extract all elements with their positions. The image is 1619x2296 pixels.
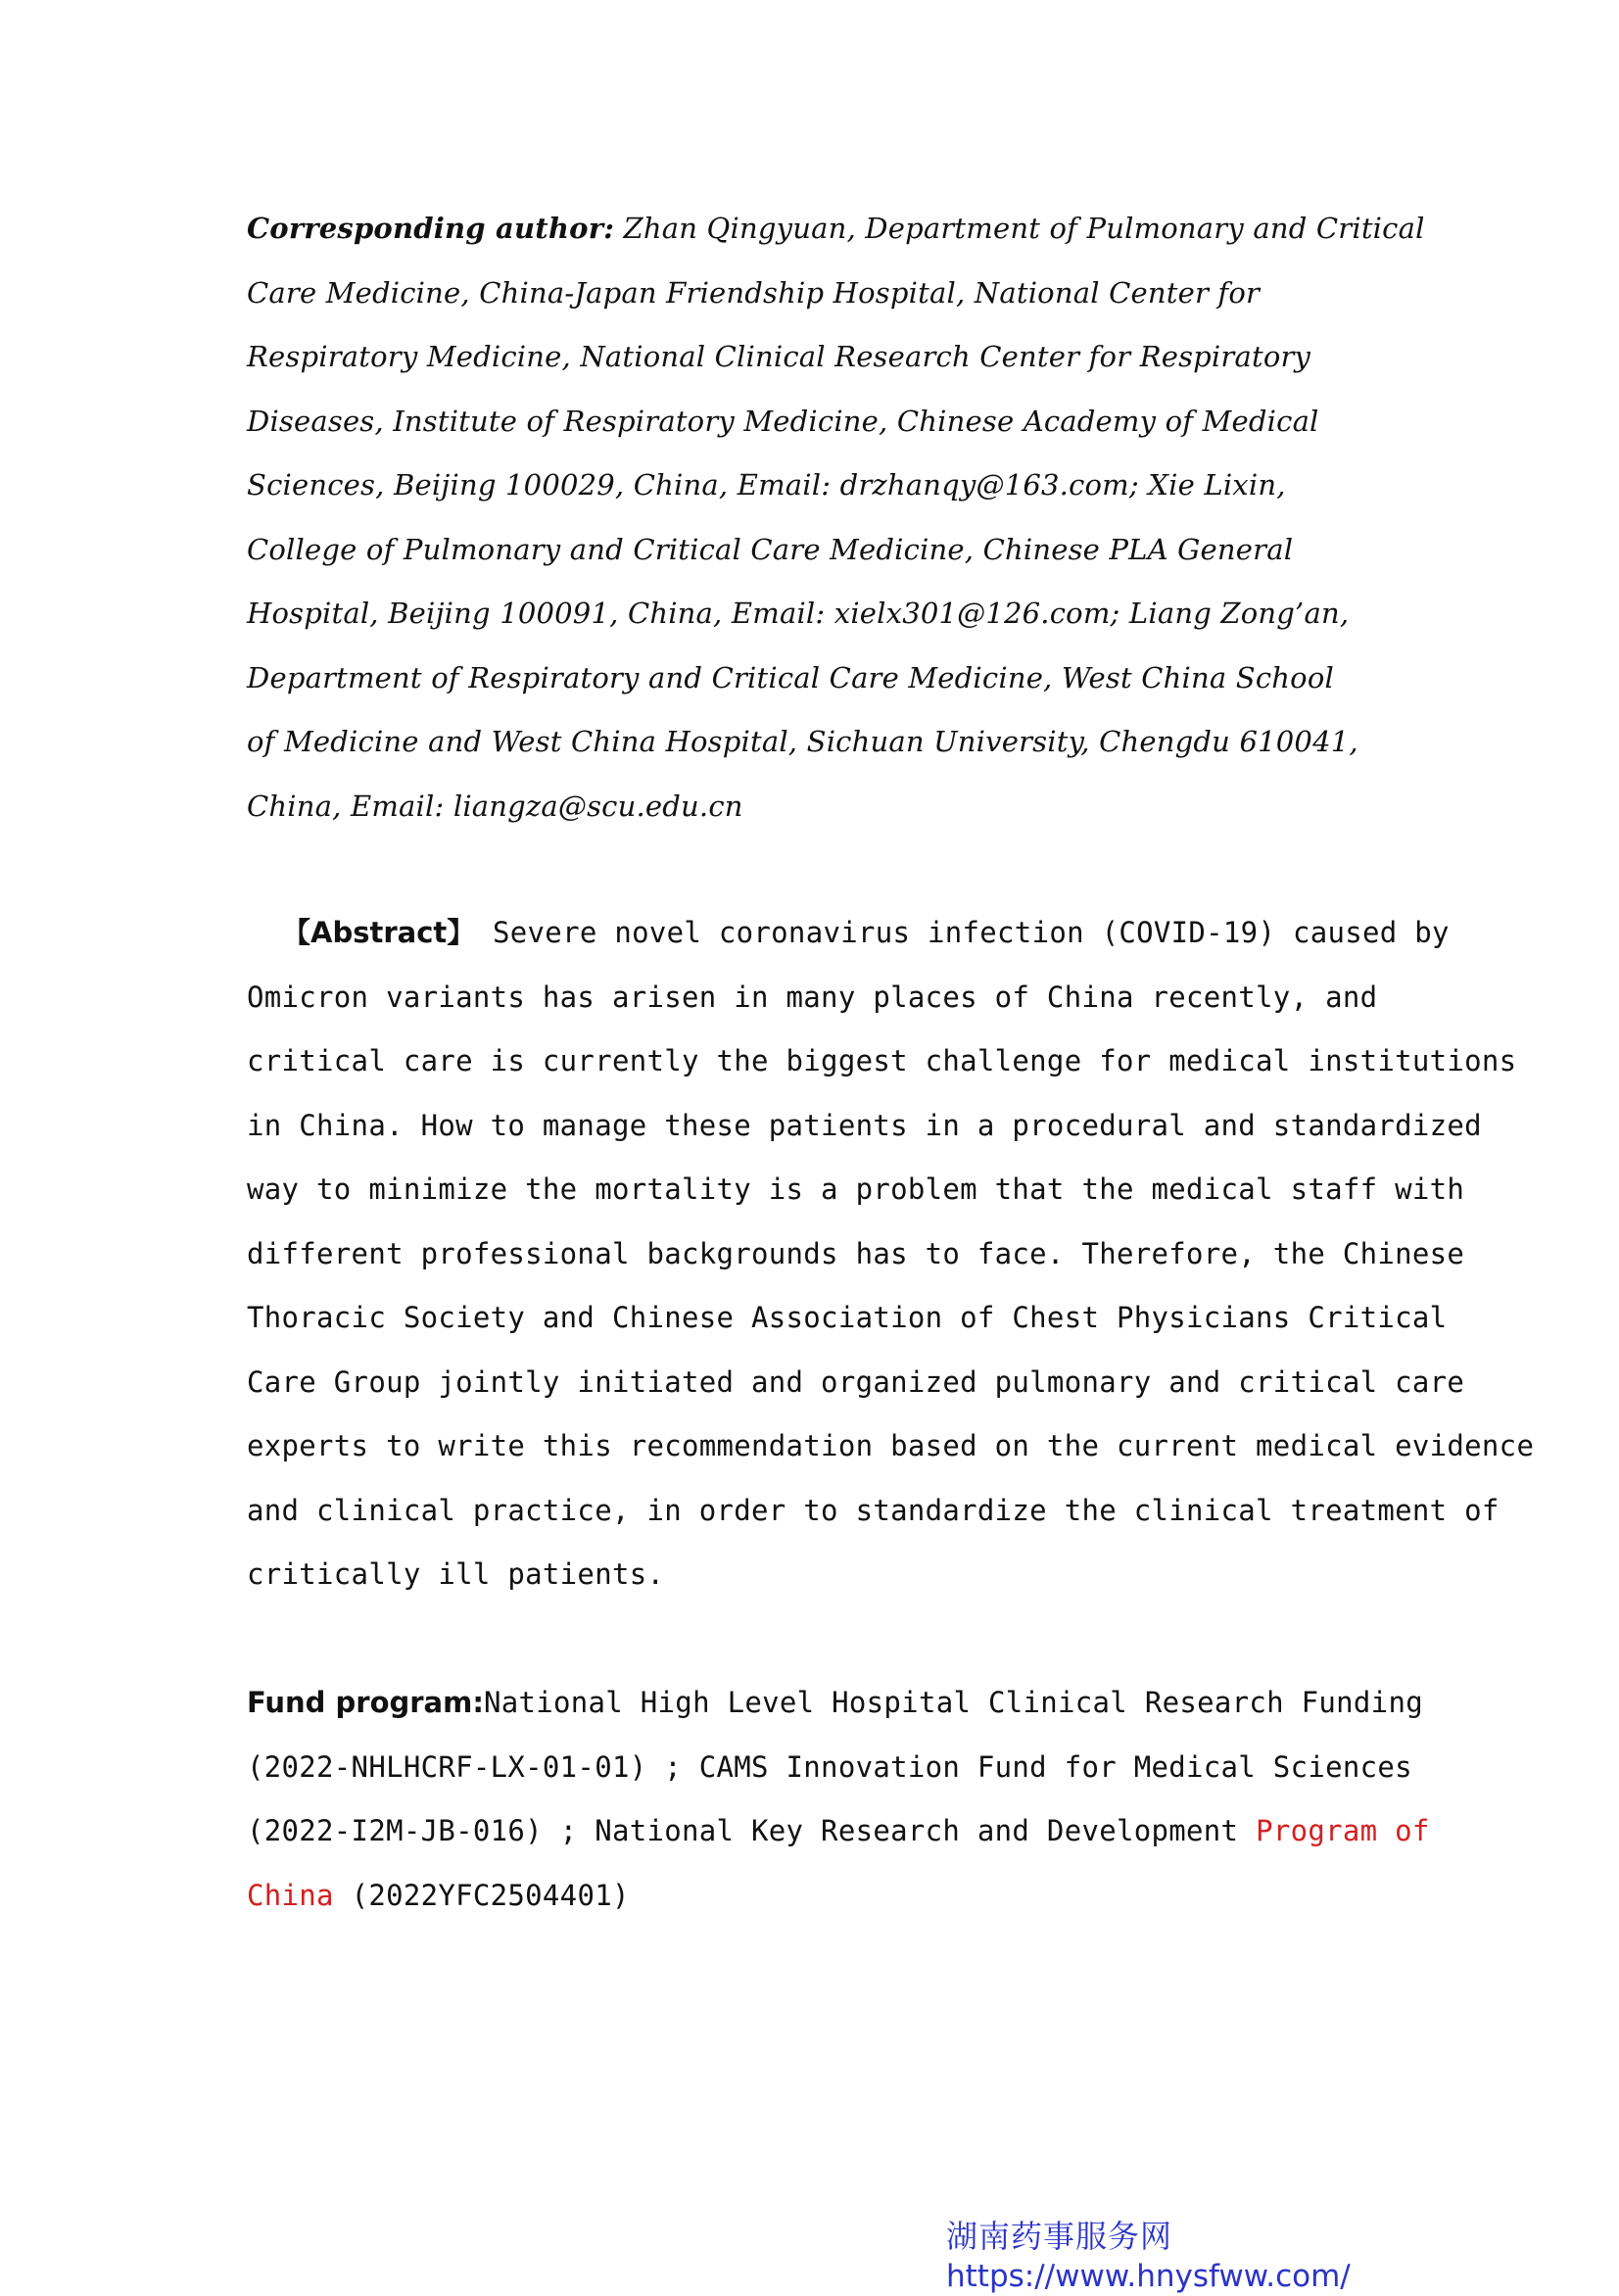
abstract-line: critical care is currently the biggest challenge for medical institutions (247, 1044, 1517, 1077)
watermark-url: https://www.hnysfww.com/ (946, 2259, 1351, 2294)
author-line: Corresponding author: Zhan Qingyuan, Department of Pulmonary and Critical (247, 212, 1425, 245)
abstract-line: experts to write this recommendation based on the current medical evidence (247, 1429, 1535, 1462)
highlighted-text: Program of (1256, 1814, 1430, 1847)
corresponding-author-label: Corresponding author: (247, 212, 615, 245)
abstract-line: critically ill patients. (247, 1557, 665, 1591)
author-line: Respiratory Medicine, National Clinical Research Center for Respiratory (247, 340, 1311, 373)
fund-program-block (247, 1671, 1430, 1928)
author-line: Care Medicine, China-Japan Friendship Hospital, National Center for (247, 275, 1261, 310)
author-line: Diseases, Institute of Respiratory Medicine, Chinese Academy of Medical (247, 404, 1319, 438)
watermark-site-name: 湖南药事服务网 (946, 2218, 1173, 2255)
abstract-line: different professional backgrounds has to face. Therefore, the Chinese (247, 1236, 1465, 1270)
abstract-line: in China. How to manage these patients in a procedural and standardized (247, 1108, 1482, 1142)
fund-program-heading: Fund program: (247, 1686, 484, 1719)
abstract-line: 【Abstract】 Severe novel coronavirus infection (COVID-19) caused by (282, 916, 1450, 949)
site-watermark (946, 2216, 1351, 2296)
author-line: Hospital, Beijing 100091, China, Email: xielx301@126.com; Liang Zong’an, (247, 597, 1350, 630)
abstract-line: Care Group jointly initiated and organized pulmonary and critical care (247, 1364, 1465, 1399)
fund-line: (2022-NHLHCRF-LX-01-01) ; CAMS Innovation Fund for Medical Sciences (247, 1749, 1412, 1784)
abstract-line: Omicron variants has arisen in many places of China recently, and (247, 980, 1378, 1014)
abstract-line: and clinical practice, in order to standardize the clinical treatment of (247, 1493, 1500, 1527)
corresponding-author-block (247, 197, 1425, 838)
abstract-heading: 【Abstract】 (282, 916, 476, 949)
author-line: of Medicine and West China Hospital, Sichuan University, Chengdu 610041, (247, 725, 1358, 758)
fund-line: China (2022YFC2504401) (247, 1878, 630, 1912)
highlighted-text: China (247, 1878, 334, 1912)
author-line: China, Email: liangza@scu.edu.cn (247, 789, 743, 823)
fund-line: Fund program:National High Level Hospital Clinical Research Funding (247, 1686, 1423, 1719)
abstract-line: Thoracic Society and Chinese Association of Chest Physicians Critical (247, 1301, 1448, 1334)
author-line: Department of Respiratory and Critical Care Medicine, West China School (247, 660, 1334, 694)
author-line: Sciences, Beijing 100029, China, Email: drzhanqy@163.com; Xie Lixin, (247, 468, 1286, 502)
fund-line: (2022-I2M-JB-016) ; National Key Research and Development Program of (247, 1814, 1430, 1847)
abstract-block (247, 901, 1535, 1607)
abstract-line: way to minimize the mortality is a problem that the medical staff with (247, 1172, 1465, 1206)
author-line: College of Pulmonary and Critical Care Medicine, Chinese PLA General (247, 532, 1294, 566)
